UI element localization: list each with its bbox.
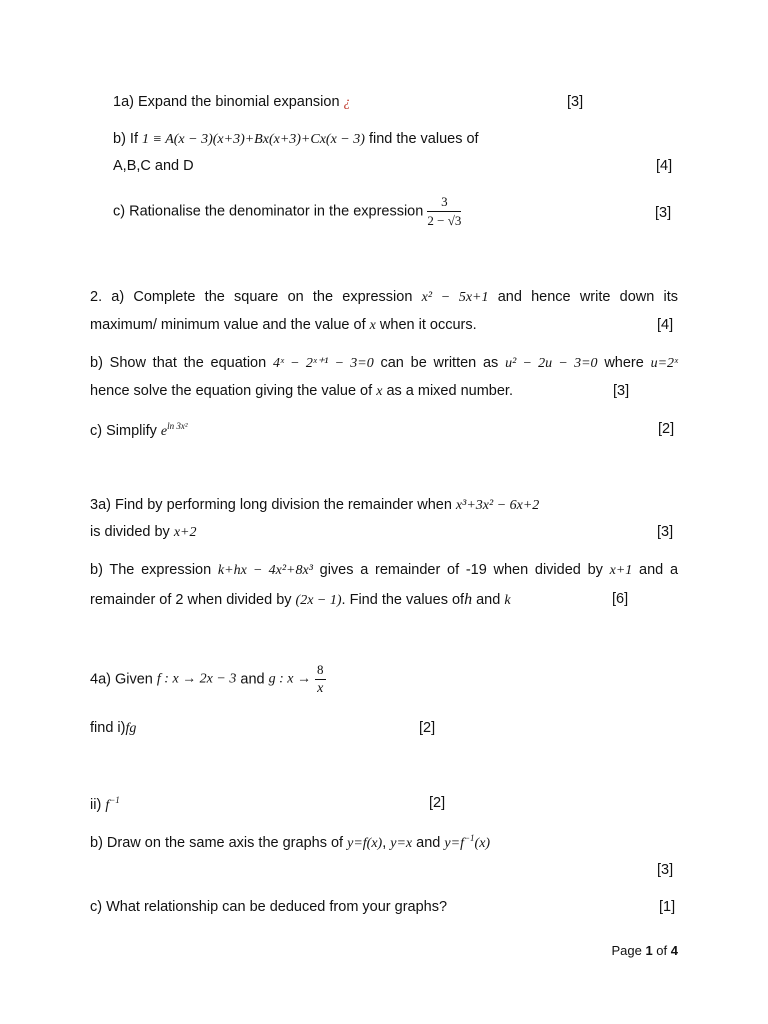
page-footer (611, 943, 678, 958)
q4-find-math: fg (125, 721, 137, 736)
q3a-text: 3a) Find by performing long division the remainder when (90, 497, 452, 513)
q2b-eq1: 4ˣ − 2ˣ⁺¹ − 3=0 (272, 356, 374, 371)
footer-of-word: of (656, 943, 668, 958)
q4c-line: c) What relationship can be deduced from your graphs? (90, 899, 448, 915)
q4b-math3-exponent: −1 (463, 833, 475, 843)
q2a-line2 (90, 317, 477, 334)
q4-ii-line (90, 795, 120, 814)
q1b-line2: A,B,C and D (113, 158, 194, 174)
q3a-line2-pre: is divided by (90, 524, 170, 540)
q4b-math2: y=x (390, 836, 413, 851)
q3b-line2-k: k (504, 593, 511, 608)
q3b-line2 (90, 591, 511, 609)
q4b-line (90, 833, 490, 852)
q1c-text: c) Rationalise the denominator in the expression (113, 203, 424, 220)
q3b-line2-h: h (464, 591, 473, 608)
q2b-eq2: u² − 2u − 3=0 (505, 356, 598, 371)
q4b-text: b) Draw on the same axis the graphs of (90, 835, 344, 851)
q4b-math3-arg: (x) (474, 836, 491, 851)
q1a-text: 1a) Expand the binomial expansion (113, 94, 340, 110)
q4-ii-base: f (105, 798, 110, 813)
q3b-divisor: x+1 (609, 563, 633, 578)
q2b-line (90, 355, 678, 372)
q4b-math1: y=f(x) (347, 836, 383, 851)
q4-find-marks: [2] (419, 720, 436, 736)
q2b-line2-var: x (376, 384, 383, 399)
q4-ii-marks: [2] (429, 795, 446, 811)
q2a-line (90, 289, 678, 306)
q3a-line (90, 497, 539, 514)
q4-ii-text: ii) (90, 797, 102, 813)
q3b-line2-pre: remainder of 2 when divided by (90, 592, 292, 608)
q4b-comma: , (382, 835, 387, 851)
q4-ii-exponent: −1 (109, 795, 120, 805)
q2a-line2-post: when it occurs. (379, 317, 477, 333)
q2a-line2-var: x (369, 318, 376, 333)
q4a-and: and (240, 671, 265, 688)
q2b-mid: can be written as (380, 355, 499, 371)
q2c-line (90, 421, 188, 440)
q1c-denominator: 2 − √3 (427, 213, 462, 228)
q1c-fraction (427, 194, 461, 229)
q1a-line (113, 94, 351, 111)
q1c-line (113, 194, 461, 229)
q2b-line2-pre: hence solve the equation giving the value of (90, 383, 373, 399)
q3b-line2-mid: . Find the values of (341, 592, 465, 608)
q1b-prefix: b) If (113, 131, 138, 147)
q3a-line2-math: x+2 (173, 525, 197, 540)
q3a-math: x³+3x² − 6x+2 (455, 498, 540, 513)
q2b-line2 (90, 383, 513, 400)
q4a-prefix: 4a) Given (90, 671, 153, 688)
q3b-prefix: b) The expression (90, 562, 212, 578)
q1b-suffix: find the values of (368, 131, 479, 147)
q2c-text: c) Simplify (90, 423, 157, 439)
q4-find-text: find i) (90, 720, 126, 736)
q3a-marks: [3] (657, 524, 674, 540)
q1c-marks: [3] (655, 205, 672, 221)
q2c-marks: [2] (658, 421, 675, 437)
q2c-base: e (160, 424, 168, 439)
q1a-glyph: ¿ (343, 95, 351, 110)
q2b-prefix: b) Show that the equation (90, 355, 267, 371)
q3a-line2 (90, 524, 197, 541)
q3b-mid: gives a remainder of -19 when divided by (319, 562, 603, 578)
q4a-line (90, 662, 326, 697)
q2b-eq3: u=2ˣ (650, 356, 678, 371)
footer-page-total: 4 (670, 943, 678, 958)
q1c-numerator: 3 (427, 194, 461, 212)
q2b-marks: [3] (613, 383, 630, 399)
q3b-suffix: and a (639, 562, 679, 578)
q2b-where: where (604, 355, 644, 371)
q4a-f: f : x → 2x − 3 (156, 671, 237, 687)
q1b-math: 1 ≡ A(x − 3)(x+3)+Bx(x+3)+Cx(x − 3) (142, 132, 365, 147)
q1b-marks: [4] (656, 158, 673, 174)
q3b-line2-math: (2x − 1) (295, 593, 342, 608)
footer-page-word: Page (611, 943, 642, 958)
q4b-and: and (416, 835, 441, 851)
footer-page-number: 1 (645, 943, 653, 958)
q3b-marks: [6] (612, 591, 629, 607)
q2a-line2-pre: maximum/ minimum value and the value of (90, 317, 366, 333)
q3b-math: k+hx − 4x²+8x³ (217, 563, 313, 578)
q4a-denominator: x (317, 681, 324, 696)
q1a-marks: [3] (567, 94, 584, 110)
q4a-numerator: 8 (315, 662, 326, 680)
q4a-g: g : x → (268, 671, 311, 687)
q4b-math3: y=f (444, 836, 464, 851)
q3b-line2-and: and (476, 592, 501, 608)
q2a-suffix: and hence write down its (497, 289, 679, 305)
q2c-exponent: ln 3x² (167, 421, 188, 431)
q1b-line (113, 131, 479, 148)
q4-find-line (90, 720, 136, 737)
q4a-fraction (315, 662, 326, 697)
q2a-prefix: 2. a) Complete the square on the expression (90, 289, 413, 305)
q2b-line2-post: as a mixed number. (386, 383, 513, 399)
q3b-line (90, 562, 678, 579)
q2a-marks: [4] (657, 317, 674, 333)
q2a-math: x² − 5x+1 (421, 290, 489, 305)
q4c-marks: [1] (659, 899, 676, 915)
q4b-marks: [3] (657, 862, 674, 878)
